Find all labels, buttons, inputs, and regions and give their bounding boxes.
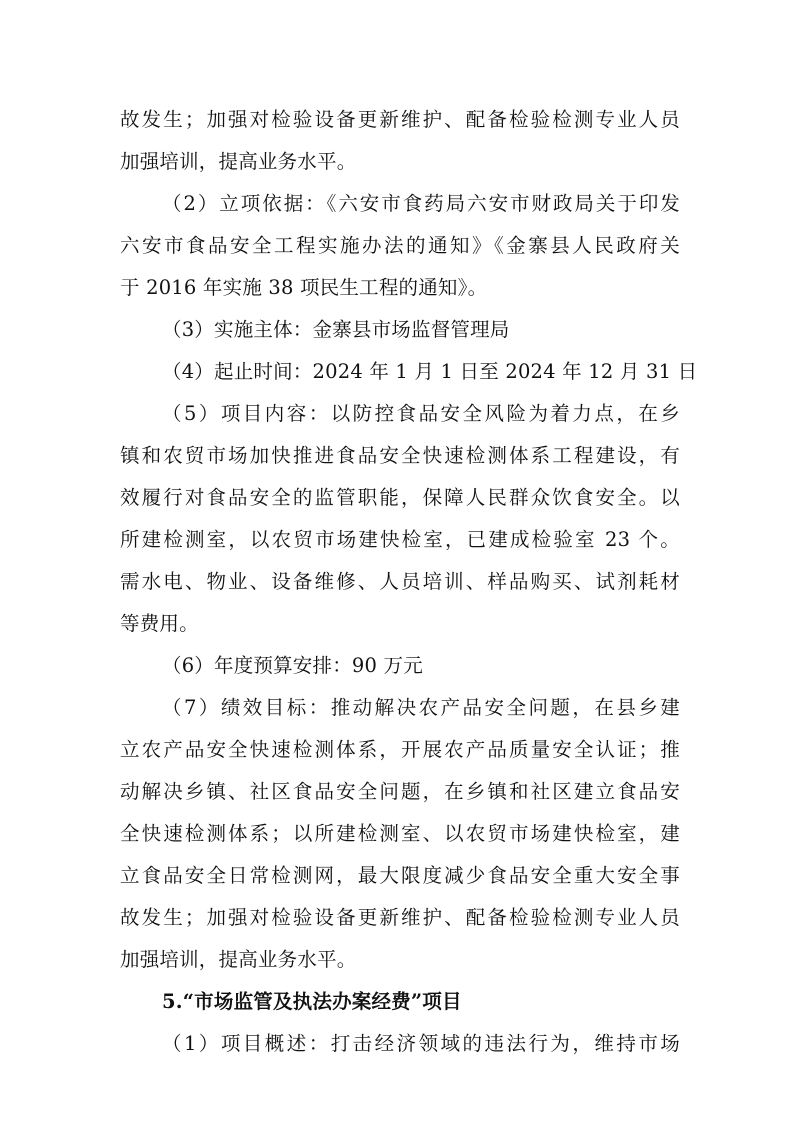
text-line: （3）实施主体：金寨县市场监督管理局 bbox=[162, 318, 510, 341]
text-line: 于 2016 年实施 38 项民生工程的通知》。 bbox=[120, 276, 488, 299]
text-line: （2）立项依据：《六安市食药局六安市财政局关于印发 bbox=[162, 192, 680, 215]
text-line: （5）项目内容：以防控食品安全风险为着力点，在乡 bbox=[162, 402, 680, 425]
text-line: 立食品安全日常检测网，最大限度减少食品安全重大安全事 bbox=[120, 864, 680, 887]
text-line: 故发生；加强对检验设备更新维护、配备检验检测专业人员 bbox=[120, 906, 680, 929]
text-line: 故发生；加强对检验设备更新维护、配备检验检测专业人员 bbox=[120, 108, 680, 131]
text-line: 六安市食品安全工程实施办法的通知》《金寨县人民政府关 bbox=[120, 234, 680, 257]
text-line: 所建检测室，以农贸市场建快检室，已建成检验室 23 个。 bbox=[120, 528, 680, 551]
text-line: （6）年度预算安排：90 万元 bbox=[162, 654, 423, 677]
text-line: 需水电、物业、设备维修、人员培训、样品购买、试剂耗材 bbox=[120, 570, 680, 593]
text-line: （4）起止时间：2024 年 1 月 1 日至 2024 年 12 月 31 日 bbox=[162, 360, 698, 383]
text-line: 立农产品安全快速检测体系，开展农产品质量安全认证；推 bbox=[120, 738, 680, 761]
text-line: 等费用。 bbox=[120, 612, 199, 635]
text-line: 动解决乡镇、社区食品安全问题，在乡镇和社区建立食品安 bbox=[120, 780, 680, 803]
text-line: 镇和农贸市场加快推进食品安全快速检测体系工程建设，有 bbox=[120, 444, 680, 467]
section-heading: 5.“市场监管及执法办案经费”项目 bbox=[162, 990, 462, 1013]
text-line: 加强培训，提高业务水平。 bbox=[120, 948, 357, 971]
text-line: 全快速检测体系；以所建检测室、以农贸市场建快检室，建 bbox=[120, 822, 680, 845]
text-line: 加强培训，提高业务水平。 bbox=[120, 150, 357, 173]
text-line: 效履行对食品安全的监管职能，保障人民群众饮食安全。以 bbox=[120, 486, 680, 509]
text-line: （7）绩效目标：推动解决农产品安全问题，在县乡建 bbox=[162, 696, 680, 719]
text-line: （1）项目概述：打击经济领域的违法行为，维持市场 bbox=[162, 1032, 680, 1055]
